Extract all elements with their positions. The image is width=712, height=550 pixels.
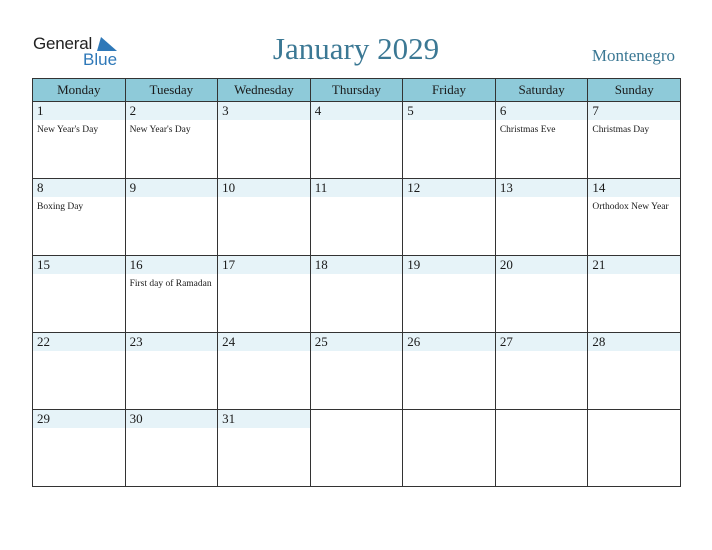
holiday-label xyxy=(311,351,403,355)
day-number: 25 xyxy=(311,333,403,351)
day-cell xyxy=(33,256,126,333)
day-number: 14 xyxy=(588,179,680,197)
holiday-label xyxy=(403,197,495,201)
day-number: 30 xyxy=(126,410,218,428)
weekday-header: Sunday xyxy=(588,79,681,102)
day-number: 5 xyxy=(403,102,495,120)
calendar-grid xyxy=(32,78,681,487)
day-cell xyxy=(495,102,588,179)
day-cell xyxy=(403,410,496,487)
day-number: 29 xyxy=(33,410,125,428)
day-cell xyxy=(218,333,311,410)
day-cell xyxy=(403,333,496,410)
day-cell xyxy=(218,102,311,179)
holiday-label xyxy=(311,428,403,432)
logo-blue-text: Blue xyxy=(83,50,118,69)
day-number: 9 xyxy=(126,179,218,197)
day-cell xyxy=(310,256,403,333)
day-cell xyxy=(588,256,681,333)
day-cell xyxy=(588,333,681,410)
day-cell xyxy=(403,256,496,333)
weekday-header-row xyxy=(33,79,681,102)
day-cell xyxy=(310,333,403,410)
day-cell xyxy=(218,256,311,333)
holiday-label xyxy=(311,274,403,278)
day-number: 12 xyxy=(403,179,495,197)
holiday-label xyxy=(403,428,495,432)
day-cell xyxy=(125,179,218,256)
holiday-label xyxy=(311,120,403,124)
day-number xyxy=(496,410,588,428)
day-cell xyxy=(125,410,218,487)
day-cell xyxy=(218,410,311,487)
holiday-label xyxy=(588,351,680,355)
week-row xyxy=(33,102,681,179)
holiday-label: Christmas Eve xyxy=(499,125,556,135)
country-label: Montenegro xyxy=(591,46,675,65)
day-cell xyxy=(310,179,403,256)
holiday-label xyxy=(218,197,310,201)
holiday-label xyxy=(218,351,310,355)
day-number: 1 xyxy=(33,102,125,120)
holiday-label xyxy=(33,428,125,432)
weekday-header: Friday xyxy=(403,79,496,102)
holiday-label: New Year's Day xyxy=(37,125,99,135)
week-row xyxy=(33,179,681,256)
weekday-header: Monday xyxy=(33,79,126,102)
holiday-label: New Year's Day xyxy=(129,125,191,135)
day-number: 24 xyxy=(218,333,310,351)
holiday-label xyxy=(311,197,403,201)
holiday-label xyxy=(33,351,125,355)
day-number: 28 xyxy=(588,333,680,351)
day-number: 16 xyxy=(126,256,218,274)
week-row xyxy=(33,256,681,333)
day-cell xyxy=(403,179,496,256)
day-number xyxy=(311,410,403,428)
weekday-header: Wednesday xyxy=(218,79,311,102)
day-number: 17 xyxy=(218,256,310,274)
day-cell xyxy=(403,102,496,179)
day-number: 15 xyxy=(33,256,125,274)
day-cell xyxy=(125,102,218,179)
holiday-label: Orthodox New Year xyxy=(592,202,669,212)
day-cell xyxy=(33,333,126,410)
week-row xyxy=(33,410,681,487)
holiday-label: Boxing Day xyxy=(37,202,84,212)
day-cell xyxy=(125,256,218,333)
day-cell xyxy=(588,410,681,487)
holiday-label xyxy=(33,274,125,278)
day-cell xyxy=(310,102,403,179)
day-number: 7 xyxy=(588,102,680,120)
day-cell xyxy=(33,102,126,179)
day-number: 8 xyxy=(33,179,125,197)
holiday-label xyxy=(403,274,495,278)
weekday-header: Saturday xyxy=(495,79,588,102)
day-number: 2 xyxy=(126,102,218,120)
day-number: 3 xyxy=(218,102,310,120)
holiday-label xyxy=(403,351,495,355)
holiday-label xyxy=(403,120,495,124)
day-number: 11 xyxy=(311,179,403,197)
weekday-header: Tuesday xyxy=(125,79,218,102)
day-number: 18 xyxy=(311,256,403,274)
holiday-label xyxy=(496,197,588,201)
holiday-label xyxy=(126,351,218,355)
day-cell xyxy=(495,410,588,487)
day-cell xyxy=(33,410,126,487)
day-number: 27 xyxy=(496,333,588,351)
day-number: 20 xyxy=(496,256,588,274)
weekday-header: Thursday xyxy=(310,79,403,102)
day-cell xyxy=(218,179,311,256)
day-number: 21 xyxy=(588,256,680,274)
holiday-label xyxy=(218,428,310,432)
day-number: 23 xyxy=(126,333,218,351)
holiday-label xyxy=(218,120,310,124)
day-number: 22 xyxy=(33,333,125,351)
holiday-label xyxy=(218,274,310,278)
day-cell xyxy=(588,179,681,256)
logo-general-text: General xyxy=(33,34,93,53)
day-number: 6 xyxy=(496,102,588,120)
day-cell xyxy=(495,179,588,256)
day-number: 13 xyxy=(496,179,588,197)
day-number: 4 xyxy=(311,102,403,120)
day-cell xyxy=(33,179,126,256)
day-number: 10 xyxy=(218,179,310,197)
day-cell xyxy=(495,256,588,333)
day-number: 31 xyxy=(218,410,310,428)
day-cell xyxy=(310,410,403,487)
holiday-label xyxy=(496,274,588,278)
day-cell xyxy=(125,333,218,410)
calendar-title: January 2029 xyxy=(272,31,440,66)
day-number xyxy=(403,410,495,428)
holiday-label xyxy=(588,274,680,278)
holiday-label: Christmas Day xyxy=(592,125,650,135)
holiday-label xyxy=(588,428,680,432)
holiday-label: First day of Ramadan xyxy=(129,279,212,289)
holiday-label xyxy=(496,351,588,355)
holiday-label xyxy=(126,428,218,432)
day-cell xyxy=(495,333,588,410)
day-number xyxy=(588,410,680,428)
day-cell xyxy=(588,102,681,179)
day-number: 26 xyxy=(403,333,495,351)
day-number: 19 xyxy=(403,256,495,274)
week-row xyxy=(33,333,681,410)
holiday-label xyxy=(496,428,588,432)
holiday-label xyxy=(126,197,218,201)
